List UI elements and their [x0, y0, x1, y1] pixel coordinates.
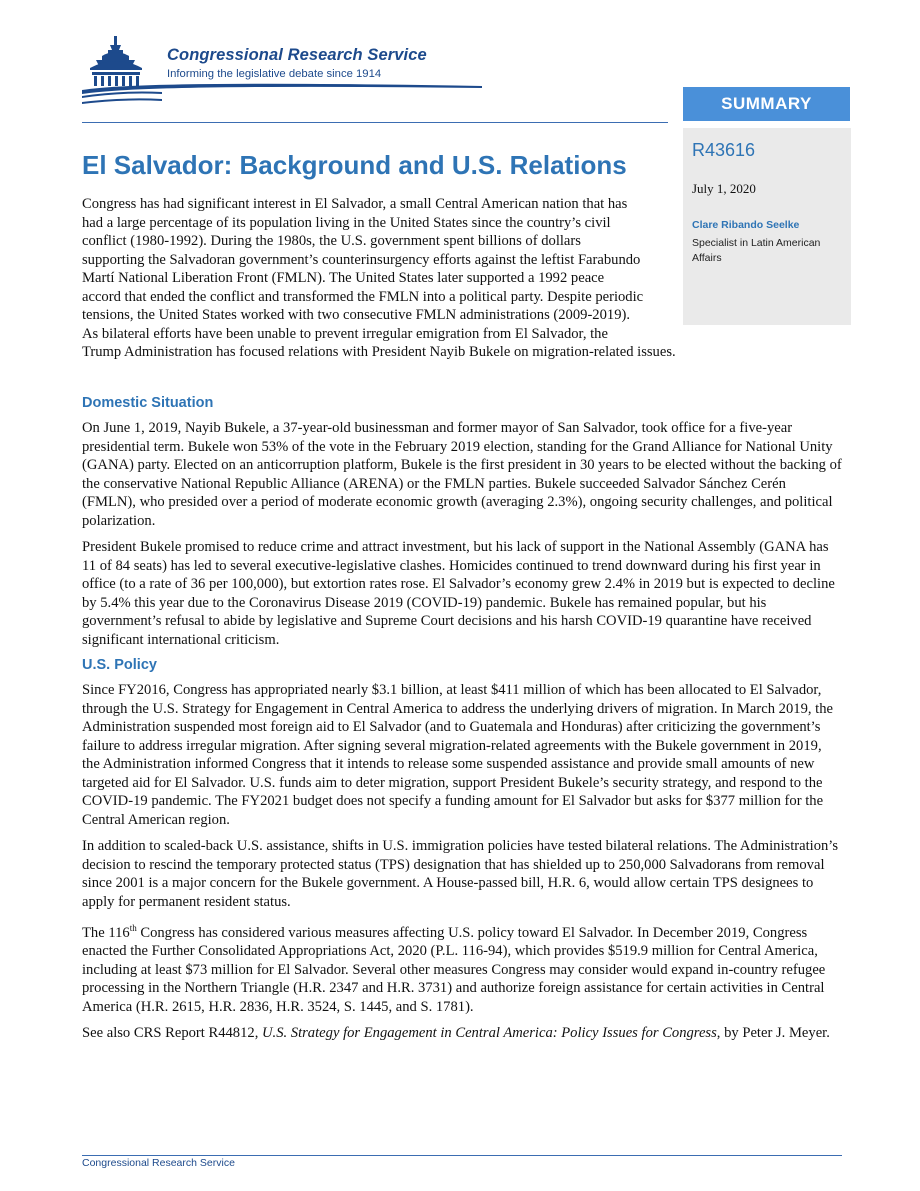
paragraph: In addition to scaled-back U.S. assistance, shifts in U.S. immigration policies have tested bilateral relations. The Administration’s decision to rescind the temporary protected status (TPS) designation that has shielded up to 250,000 Salvadorans from removal since 2001 is a major concern for the Bukele government. A House-passed bill, H.R. 6, would allow certain TPS designees to apply for permanent resident status. — [82, 838, 839, 910]
intro-paragraph — [82, 195, 840, 362]
section-heading-domestic: Domestic Situation — [82, 395, 214, 411]
paragraph — [82, 919, 842, 1016]
ordinal-suffix: th — [129, 923, 137, 933]
paragraph: On June 1, 2019, Nayib Bukele, a 37-year-old businessman and former mayor of San Salvador, took office for a five-year presidential term. Bukele won 53% of the vote in the February 2019 election, standing for the Grand Alliance for National Unity (GANA) party. Elected on an anticorruption platform, Bukele is the first president in 30 years to be elected without the backing of the conservative National Republic Alliance (ARENA) or the FMLN parties. Bukele succeeded Salvador Sánchez Cerén (FMLN), who presided over a period of moderate economic growth (averaging 2.3%), ongoing security challenges, and political polarization. — [82, 420, 842, 529]
org-tagline: Informing the legislative debate since 1914 — [167, 68, 382, 80]
main-content — [82, 395, 842, 1051]
paragraph: Since FY2016, Congress has appropriated nearly $3.1 billion, at least $411 million of which has been allocated to El Salvador, through the U.S. Strategy for Engagement in Central America to address the underlying drivers of migration. In March 2019, the Administration suspended most foreign aid to El Salvador (and to Guatemala and Honduras) after criticizing the government’s failure to address irregular migration. After signing several migration-related agreements with the Bukele government in 2019, the Administration informed Congress that it intends to release some suspended assistance and provide small amounts of new targeted aid for El Salvador. U.S. funds aim to deter migration, support President Bukele’s security strategy, and respond to the COVID-19 pandemic. The FY2021 budget does not specify a funding amount for El Salvador but asks for $377 million for the Central American region. — [82, 682, 833, 828]
footer-text: Congressional Research Service — [82, 1157, 235, 1169]
header-rule — [82, 122, 668, 123]
footer-rule — [82, 1155, 842, 1156]
summary-label: SUMMARY — [683, 87, 850, 121]
paragraph — [82, 1024, 842, 1043]
author-title: Specialist in Latin American Affairs — [692, 237, 821, 264]
report-title-link[interactable]: U.S. Strategy for Engagement in Central America: Policy Issues for Congress — [262, 1025, 717, 1042]
paragraph-text: Congress has considered various measures affecting U.S. policy toward El Salvador. In December 2019, Congress enacted the Further Consolidated Appropriations Act, 2020 (P.L. 116-94), which provides $519.9 million for Central America, including at least $73 million for El Salvador. Several other measures Congress may consider would expand in-country refugee processing in the Northern Triangle (H.R. 2347 and H.R. 3731) and authorize foreign assistance for certain activities in Central America (H.R. 2615, H.R. 2836, H.R. 3524, S. 1445, and S. 1781). — [82, 924, 826, 1015]
author-name[interactable]: Clare Ribando Seelke — [692, 219, 800, 231]
paragraph: President Bukele promised to reduce crime and attract investment, but his lack of support in the National Assembly (GANA has 11 of 84 seats) has led to several executive-legislative clashes. Homicides continued to trend downward during his first year in office (to a rate of 36 per 100,000), but extortion rates rose. El Salvador’s economy grew 2.4% in 2019 but is expected to decline by 5.4% this year due to the Coronavirus Disease 2019 (COVID-19) pandemic. Bukele has remained popular, but his government’s refusal to abide by legislative and Supreme Court decisions and his harsh COVID-19 quarantine have received significant international criticism. — [82, 539, 835, 648]
paragraph-text: See also CRS Report R44812, — [82, 1025, 262, 1042]
report-date: July 1, 2020 — [692, 181, 756, 196]
paragraph-text: , by Peter J. Meyer. — [716, 1025, 830, 1042]
intro-text: Congress has had significant interest in El Salvador, a small Central American nation that has had a large percentage of its population living in the United States since the country’s civil conflict (1980-1992). During the 1980s, the U.S. government spent billions of dollars supporting the Salvadoran government’s counterinsurgency efforts against the leftist Farabundo Martí National Liberation Front (FMLN). The United States later supported a 1992 peace accord that ended the conflict and transformed the FMLN into a political party. Despite periodic tensions, the United States worked with two consecutive FMLN administrations (2009-2019). As bilateral efforts have been unable to prevent irregular emigration from El Salvador, the Trump Administration has focused relations with President Nayib Bukele on migration-related issues. — [82, 196, 676, 360]
org-name: Congressional Research Service — [167, 46, 427, 64]
report-number: R43616 — [692, 140, 756, 160]
section-heading-policy: U.S. Policy — [82, 657, 157, 673]
paragraph-text: The 116 — [82, 924, 130, 941]
page-title: El Salvador: Background and U.S. Relations — [82, 150, 627, 180]
